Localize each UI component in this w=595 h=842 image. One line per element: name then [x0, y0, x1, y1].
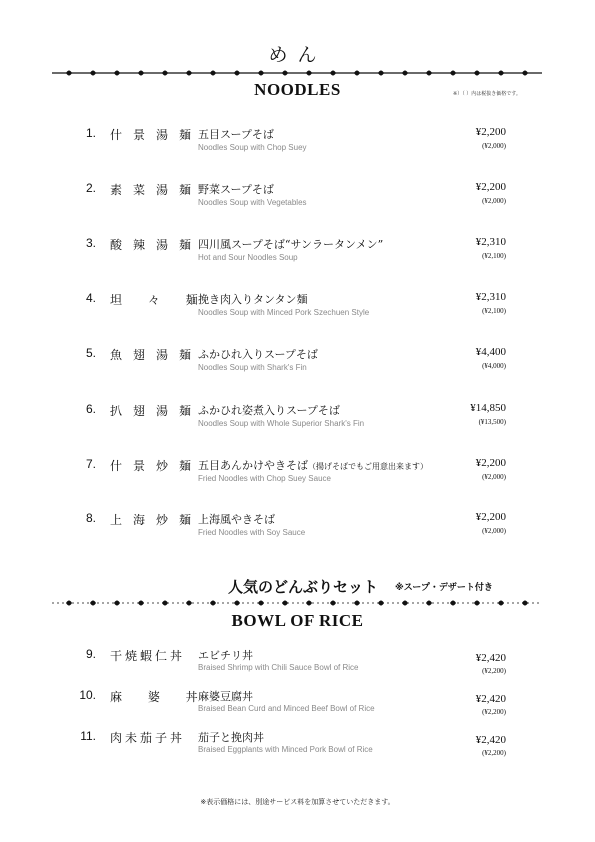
item-name-cn: 什景炒麺: [110, 459, 203, 473]
item-name-cn: 麻 婆 丼: [110, 690, 209, 704]
item-price: ¥2,200: [475, 457, 506, 469]
item-number: 6.: [85, 402, 96, 416]
menu-item: [0, 402, 595, 442]
item-name-en: Braised Shrimp with Chili Sauce Bowl of Rice: [198, 663, 359, 672]
item-number: 1.: [85, 126, 96, 140]
item-name-cn: 酸辣湯麺: [110, 238, 203, 252]
item-price-ex-tax: (¥2,000): [482, 473, 506, 481]
menu-item: [0, 126, 595, 166]
ornament-divider-top-svg: [52, 67, 542, 79]
item-price-ex-tax: (¥2,000): [482, 197, 506, 205]
item-price: ¥2,310: [475, 291, 506, 303]
item-price-ex-tax: (¥4,000): [482, 362, 506, 370]
rice-section-note: ※スープ・デザート付き: [395, 583, 493, 593]
item-price: ¥2,420: [475, 734, 506, 746]
item-name-en: Noodles Soup with Vegetables: [198, 198, 307, 207]
tax-note: ※）（ ）内は税抜き価格です。: [453, 91, 521, 97]
menu-item: [0, 291, 595, 331]
menu-item: [0, 236, 595, 276]
item-price-ex-tax: (¥2,200): [482, 749, 506, 757]
item-name-en: Noodles Soup with Whole Superior Shark's Fin: [198, 419, 365, 428]
item-price: ¥2,200: [475, 181, 506, 193]
item-name-jp: ふかひれ入りスープそば: [198, 348, 318, 361]
item-name-jp: ふかひれ姿煮入りスープそば: [198, 404, 340, 417]
item-number: 5.: [85, 346, 96, 360]
item-name-jp: 麻婆豆腐丼: [198, 690, 253, 703]
item-name-en: Braised Eggplants with Minced Pork Bowl of Rice: [198, 745, 373, 754]
item-price-ex-tax: (¥2,100): [482, 252, 506, 260]
item-name-cn: 干焼蝦仁丼: [110, 649, 186, 663]
item-price-ex-tax: (¥2,200): [482, 667, 506, 675]
item-number: 9.: [85, 647, 96, 661]
page-title-jp: めん: [268, 44, 327, 66]
section-title-bowl-of-rice: BOWL OF RICE: [231, 611, 364, 630]
menu-item: [0, 457, 595, 497]
item-name-jp-main: 五目あんかけやきそば: [198, 459, 308, 472]
item-price: ¥14,850: [470, 402, 506, 414]
item-name-cn: 素菜湯麺: [110, 183, 203, 197]
item-name-cn: 扒翅湯麺: [110, 404, 203, 418]
menu-item: [0, 729, 595, 769]
item-name-cn: 上海炒麺: [110, 513, 203, 527]
item-price-ex-tax: (¥2,100): [482, 307, 506, 315]
item-name-en: Fried Noodles with Chop Suey Sauce: [198, 474, 331, 483]
menu-item: [0, 346, 595, 386]
item-number: 7.: [85, 457, 96, 471]
item-name-en: Noodles Soup with Chop Suey: [198, 143, 307, 152]
item-number: 10.: [79, 688, 96, 702]
service-charge-note: ※表示価格には、別途サービス料を加算させていただきます。: [200, 798, 395, 806]
ornament-divider-top: [52, 67, 542, 79]
item-price-ex-tax: (¥2,000): [482, 527, 506, 535]
item-number: 2.: [85, 181, 96, 195]
item-number: 11.: [80, 729, 96, 743]
menu-item: [0, 688, 595, 728]
item-name-en: Fried Noodles with Soy Sauce: [198, 528, 306, 537]
item-price: ¥4,400: [475, 346, 506, 358]
item-price: ¥2,200: [475, 126, 506, 138]
item-name-jp: 五目スープそば: [198, 128, 274, 141]
item-name-en: Noodles Soup with Minced Pork Szechuen Style: [198, 308, 370, 317]
item-price: ¥2,420: [475, 652, 506, 664]
item-name-jp: 上海風やきそば: [198, 513, 275, 526]
item-number: 3.: [85, 236, 96, 250]
menu-item: [0, 511, 595, 551]
section-title-noodles: NOODLES: [254, 80, 341, 99]
item-name-jp: 野菜スープそば: [198, 183, 274, 196]
item-name-jp: 四川風スープそば“サンラータンメン”: [198, 238, 384, 251]
item-name-cn: 坦 々 麺: [110, 293, 209, 307]
item-name-cn: 肉未茄子丼: [110, 731, 186, 745]
item-price: ¥2,200: [475, 511, 506, 523]
rice-section-title-jp: 人気のどんぶりセット: [228, 578, 379, 596]
item-price: ¥2,420: [475, 693, 506, 705]
menu-item: [0, 647, 595, 687]
item-name-jp: [198, 457, 428, 473]
item-name-en: Hot and Sour Noodles Soup: [198, 253, 298, 262]
item-price-ex-tax: (¥2,200): [482, 708, 506, 716]
item-name-cn: 魚翅湯麺: [110, 348, 203, 362]
item-price: ¥2,310: [475, 236, 506, 248]
item-name-en: Noodles Soup with Shark's Fin: [198, 363, 307, 372]
item-number: 8.: [85, 511, 96, 525]
item-name-jp-note: （揚げそばでもご用意出来ます）: [308, 462, 428, 471]
item-name-jp: エビチリ丼: [198, 649, 253, 662]
ornament-divider-rice: [52, 597, 542, 609]
item-name-en: Braised Bean Curd and Minced Beef Bowl of Rice: [198, 704, 375, 713]
menu-item: [0, 181, 595, 221]
item-name-jp: 挽き肉入りタンタン麺: [198, 293, 308, 306]
item-price-ex-tax: (¥2,000): [482, 142, 506, 150]
item-name-jp: 茄子と挽肉丼: [198, 731, 264, 744]
item-price-ex-tax: (¥13,500): [478, 418, 506, 426]
item-number: 4.: [85, 291, 96, 305]
ornament-divider-rice-svg: [52, 597, 542, 609]
item-name-cn: 什景湯麺: [110, 128, 203, 142]
